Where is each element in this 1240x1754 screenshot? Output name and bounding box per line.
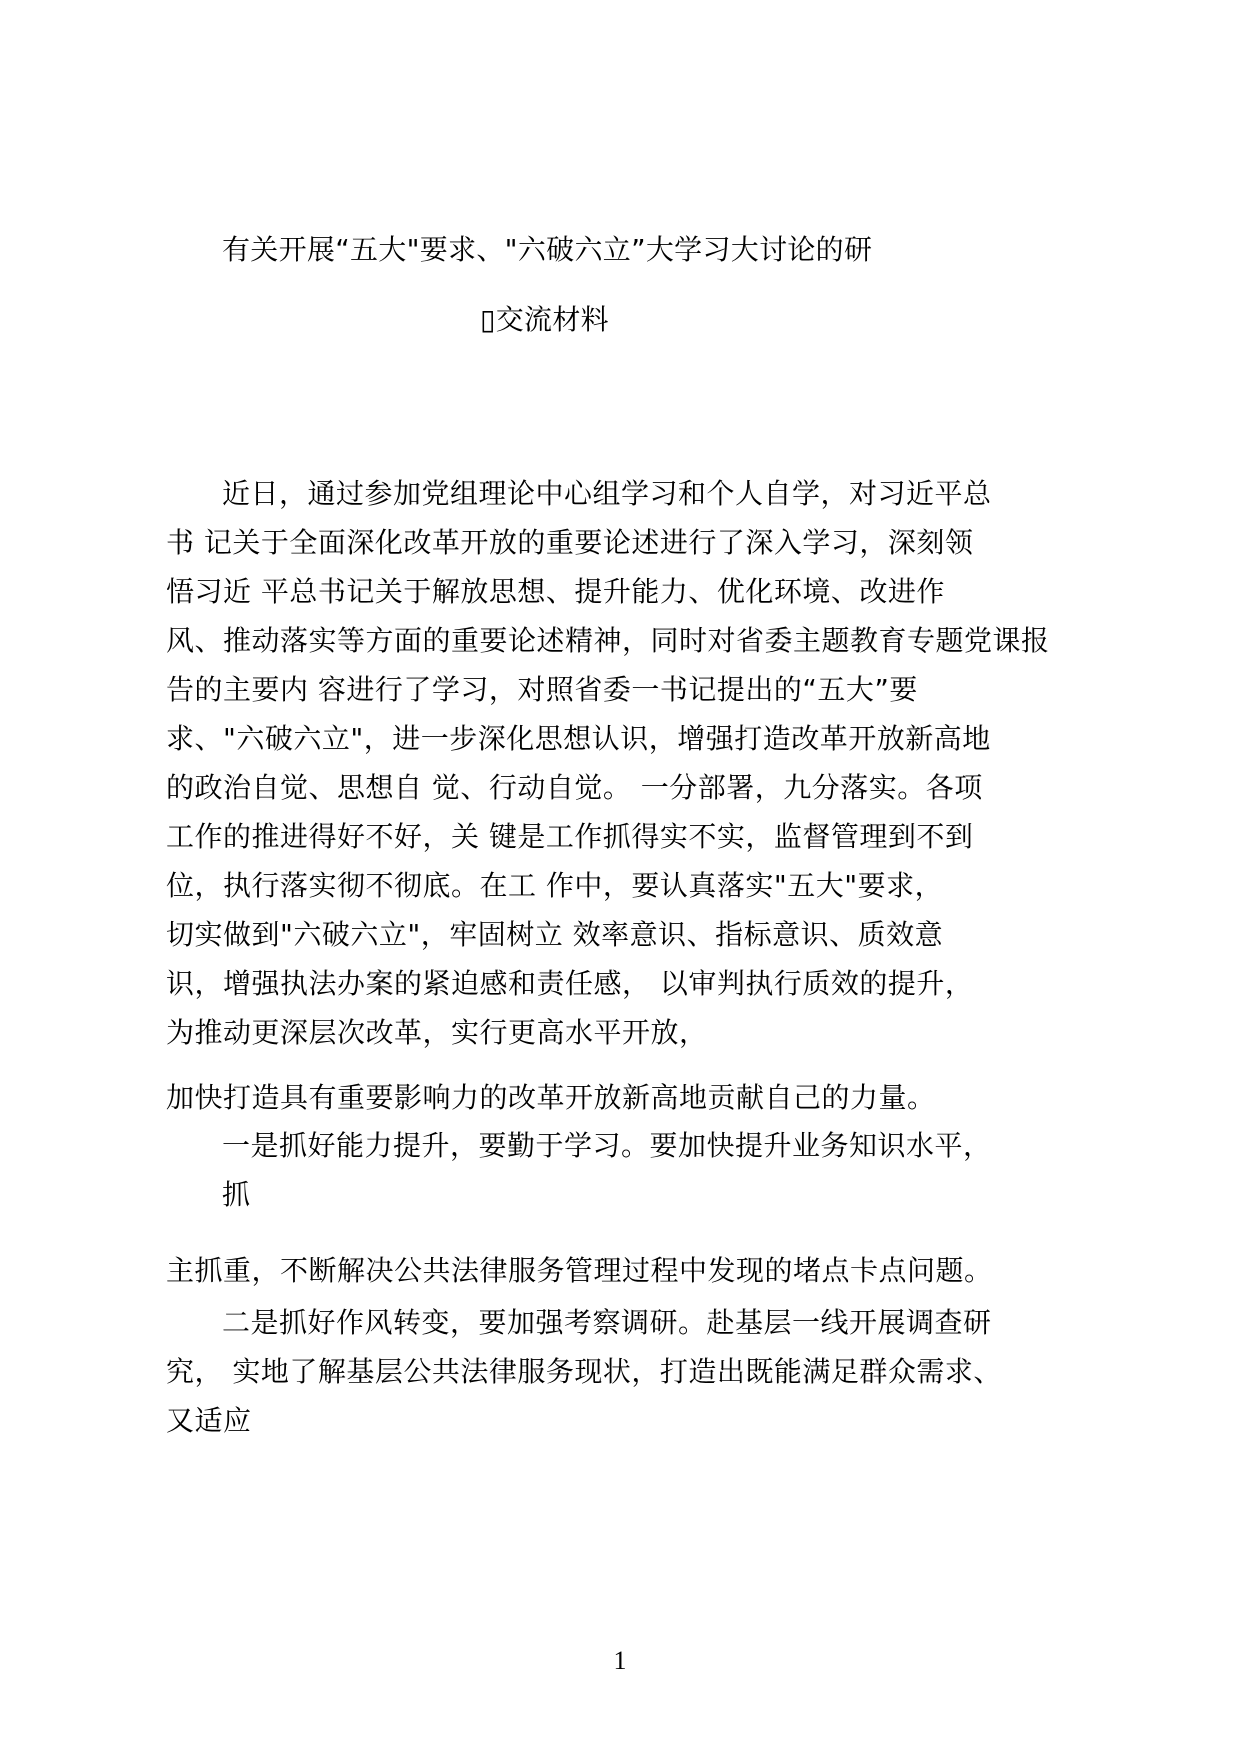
paragraph-2-end: 主抓重，不断解决公共法律服务管理过程中发现的堵点卡点问题。 bbox=[166, 1254, 993, 1287]
paragraph-1-line: 悟习近 平总书记关于解放思想、提升能力、优化环境、改进作 bbox=[166, 575, 945, 608]
paragraph-1-end: 加快打造具有重要影响力的改革开放新高地贡献自己的力量。 bbox=[166, 1081, 936, 1114]
document-title-line-2 bbox=[480, 302, 609, 338]
document-title-line-1: 有关开展“五大"要求、"六破六立”大学习大讨论的研 bbox=[222, 233, 873, 266]
paragraph-1-line: 工作的推进得好不好，关 键是工作抓得实不实，监督管理到不到 bbox=[166, 820, 974, 853]
paragraph-1-line: 告的主要内 容进行了学习，对照省委一书记提出的“五大”要 bbox=[166, 673, 918, 706]
paragraph-1-line: 识，增强执法办案的紧迫感和责任感， 以审判执行质效的提升， bbox=[166, 967, 974, 1000]
paragraph-1-line: 切实做到"六破六立"，牢固树立 效率意识、指标意识、质效意 bbox=[166, 918, 944, 951]
paragraph-2-line: 一是抓好能力提升，要勤于学习。要加快提升业务知识水平， bbox=[222, 1129, 992, 1162]
paragraph-1-line: 近日，通过参加党组理论中心组学习和个人自学，对习近平总 bbox=[222, 477, 992, 510]
paragraph-3-line: 又适应 bbox=[166, 1404, 252, 1437]
paragraph-1-line: 求、"六破六立"，进一步深化思想认识，增强打造改革开放新高地 bbox=[166, 722, 991, 755]
paragraph-1-line: 位，执行落实彻不彻底。在工 作中，要认真落实"五大"要求， bbox=[166, 869, 944, 902]
paragraph-2-line: 抓 bbox=[222, 1178, 251, 1211]
paragraph-1-line: 为推动更深层次改革，实行更高水平开放， bbox=[166, 1016, 708, 1049]
paragraph-3-line: 二是抓好作风转变，要加强考察调研。赴基层一线开展调查研 bbox=[222, 1306, 992, 1339]
paragraph-1-line: 的政治自觉、思想自 觉、行动自觉。 一分部署，九分落实。各项 bbox=[166, 771, 983, 804]
paragraph-1-line: 风、推动落实等方面的重要论述精神，同时对省委主题教育专题党课报 bbox=[166, 624, 1050, 657]
page-number: 1 bbox=[613, 1646, 627, 1675]
missing-glyph-icon: ▯ bbox=[480, 303, 496, 336]
paragraph-3-line: 究， 实地了解基层公共法律服务现状，打造出既能满足群众需求、 bbox=[166, 1355, 1002, 1388]
document-title-line-2-text: 交流材料 bbox=[495, 303, 609, 336]
paragraph-1-line: 书 记关于全面深化改革开放的重要论述进行了深入学习，深刻领 bbox=[166, 526, 974, 559]
